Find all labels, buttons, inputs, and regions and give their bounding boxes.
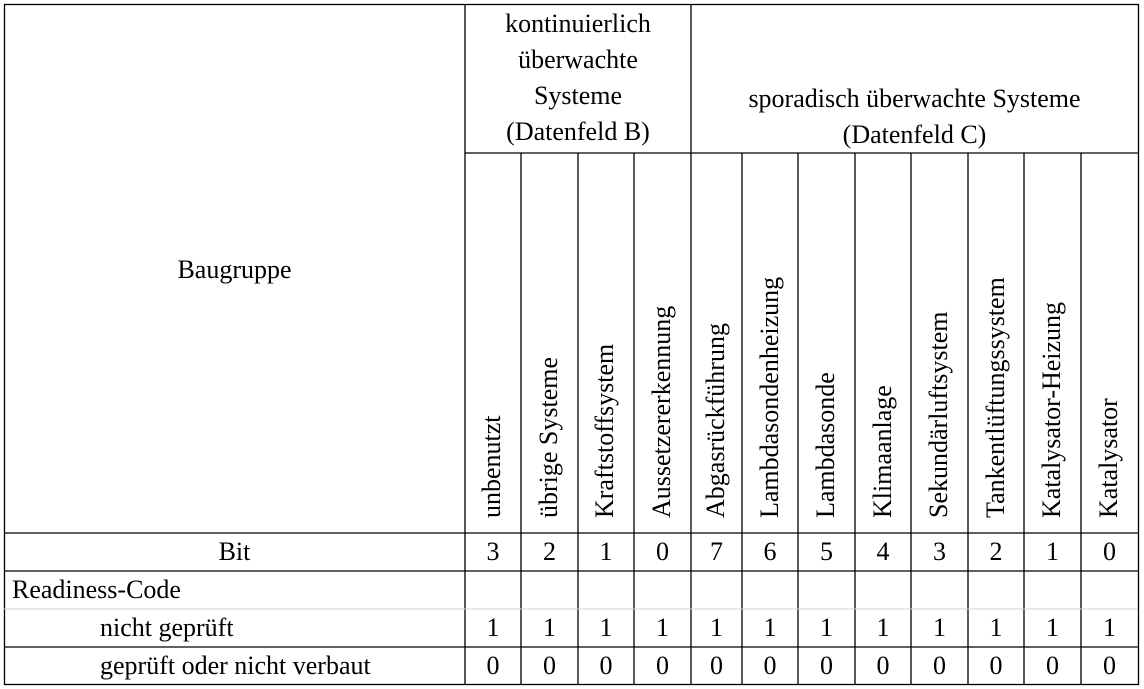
bit-cell: 4 bbox=[876, 537, 890, 566]
group-c-line-1: sporadisch überwachte Systeme bbox=[748, 84, 1081, 113]
col-header-klimaanlage: Klimaanlage bbox=[868, 385, 897, 518]
group-b-header bbox=[465, 6, 691, 150]
value-cell: 0 bbox=[989, 651, 1003, 680]
col-header-uebrige-systeme: übrige Systeme bbox=[534, 356, 563, 518]
col-header-katalysator-heizung: Katalysator-Heizung bbox=[1037, 301, 1066, 518]
col-header-lambdasondenheizung: Lambdasondenheizung bbox=[755, 276, 784, 518]
bit-cell: 2 bbox=[989, 537, 1003, 566]
col-header-lambdasonde: Lambdasonde bbox=[811, 372, 840, 518]
value-cell: 0 bbox=[599, 651, 613, 680]
bit-cell: 0 bbox=[1103, 537, 1116, 566]
value-cell: 1 bbox=[820, 613, 833, 642]
group-c-line-2: (Datenfeld C) bbox=[842, 120, 987, 149]
group-b-line-2: überwachte bbox=[518, 45, 638, 74]
bit-cell: 7 bbox=[710, 537, 723, 566]
value-cell: 1 bbox=[599, 613, 613, 642]
value-cell: 1 bbox=[763, 613, 777, 642]
value-cell: 0 bbox=[656, 651, 669, 680]
col-header-unbenutzt: unbenutzt bbox=[477, 415, 506, 518]
row-label-readiness-code: Readiness-Code bbox=[12, 575, 181, 604]
value-cell: 0 bbox=[876, 651, 890, 680]
value-cell: 1 bbox=[989, 613, 1003, 642]
value-cell: 0 bbox=[486, 651, 500, 680]
col-header-tankentlueftungssystem: Tankentlüftungssystem bbox=[981, 277, 1010, 518]
value-cell: 0 bbox=[933, 651, 946, 680]
value-cell: 0 bbox=[820, 651, 833, 680]
value-cell: 0 bbox=[1103, 651, 1116, 680]
baugruppe-header: Baugruppe bbox=[177, 255, 292, 284]
bit-cell: 1 bbox=[599, 537, 613, 566]
value-cell: 0 bbox=[1046, 651, 1059, 680]
value-cell: 0 bbox=[763, 651, 777, 680]
group-b-line-1: kontinuierlich bbox=[505, 9, 651, 38]
value-cell: 1 bbox=[1103, 613, 1116, 642]
value-cell: 1 bbox=[710, 613, 723, 642]
group-c-header bbox=[691, 81, 1138, 153]
value-cell: 1 bbox=[1046, 613, 1059, 642]
value-cell: 1 bbox=[486, 613, 500, 642]
group-b-line-3: Systeme bbox=[533, 81, 623, 110]
value-cell: 1 bbox=[656, 613, 669, 642]
value-cell: 0 bbox=[543, 651, 556, 680]
bit-cell: 5 bbox=[820, 537, 833, 566]
group-b-line-4: (Datenfeld B) bbox=[506, 117, 650, 146]
bit-cell: 0 bbox=[656, 537, 669, 566]
col-header-aussetzererkennung: Aussetzererkennung bbox=[647, 305, 676, 518]
row-label-bit: Bit bbox=[218, 537, 251, 566]
bit-cell: 3 bbox=[933, 537, 946, 566]
col-header-sekundaerluftsystem: Sekundärluftsystem bbox=[924, 311, 953, 518]
col-header-katalysator: Katalysator bbox=[1094, 398, 1123, 518]
value-cell: 1 bbox=[543, 613, 556, 642]
bit-cell: 2 bbox=[543, 537, 556, 566]
bit-cell: 6 bbox=[763, 537, 777, 566]
value-cell: 1 bbox=[876, 613, 890, 642]
value-cell: 1 bbox=[933, 613, 946, 642]
value-cell: 0 bbox=[710, 651, 723, 680]
col-header-kraftstoffsystem: Kraftstoffsystem bbox=[590, 343, 619, 518]
col-header-abgasrueckfuehrung: Abgasrückführung bbox=[701, 323, 730, 518]
bit-cell: 1 bbox=[1046, 537, 1059, 566]
row-label-geprueft: geprüft oder nicht verbaut bbox=[100, 651, 371, 680]
bit-cell: 3 bbox=[486, 537, 500, 566]
row-label-nicht-geprueft: nicht geprüft bbox=[100, 613, 234, 642]
